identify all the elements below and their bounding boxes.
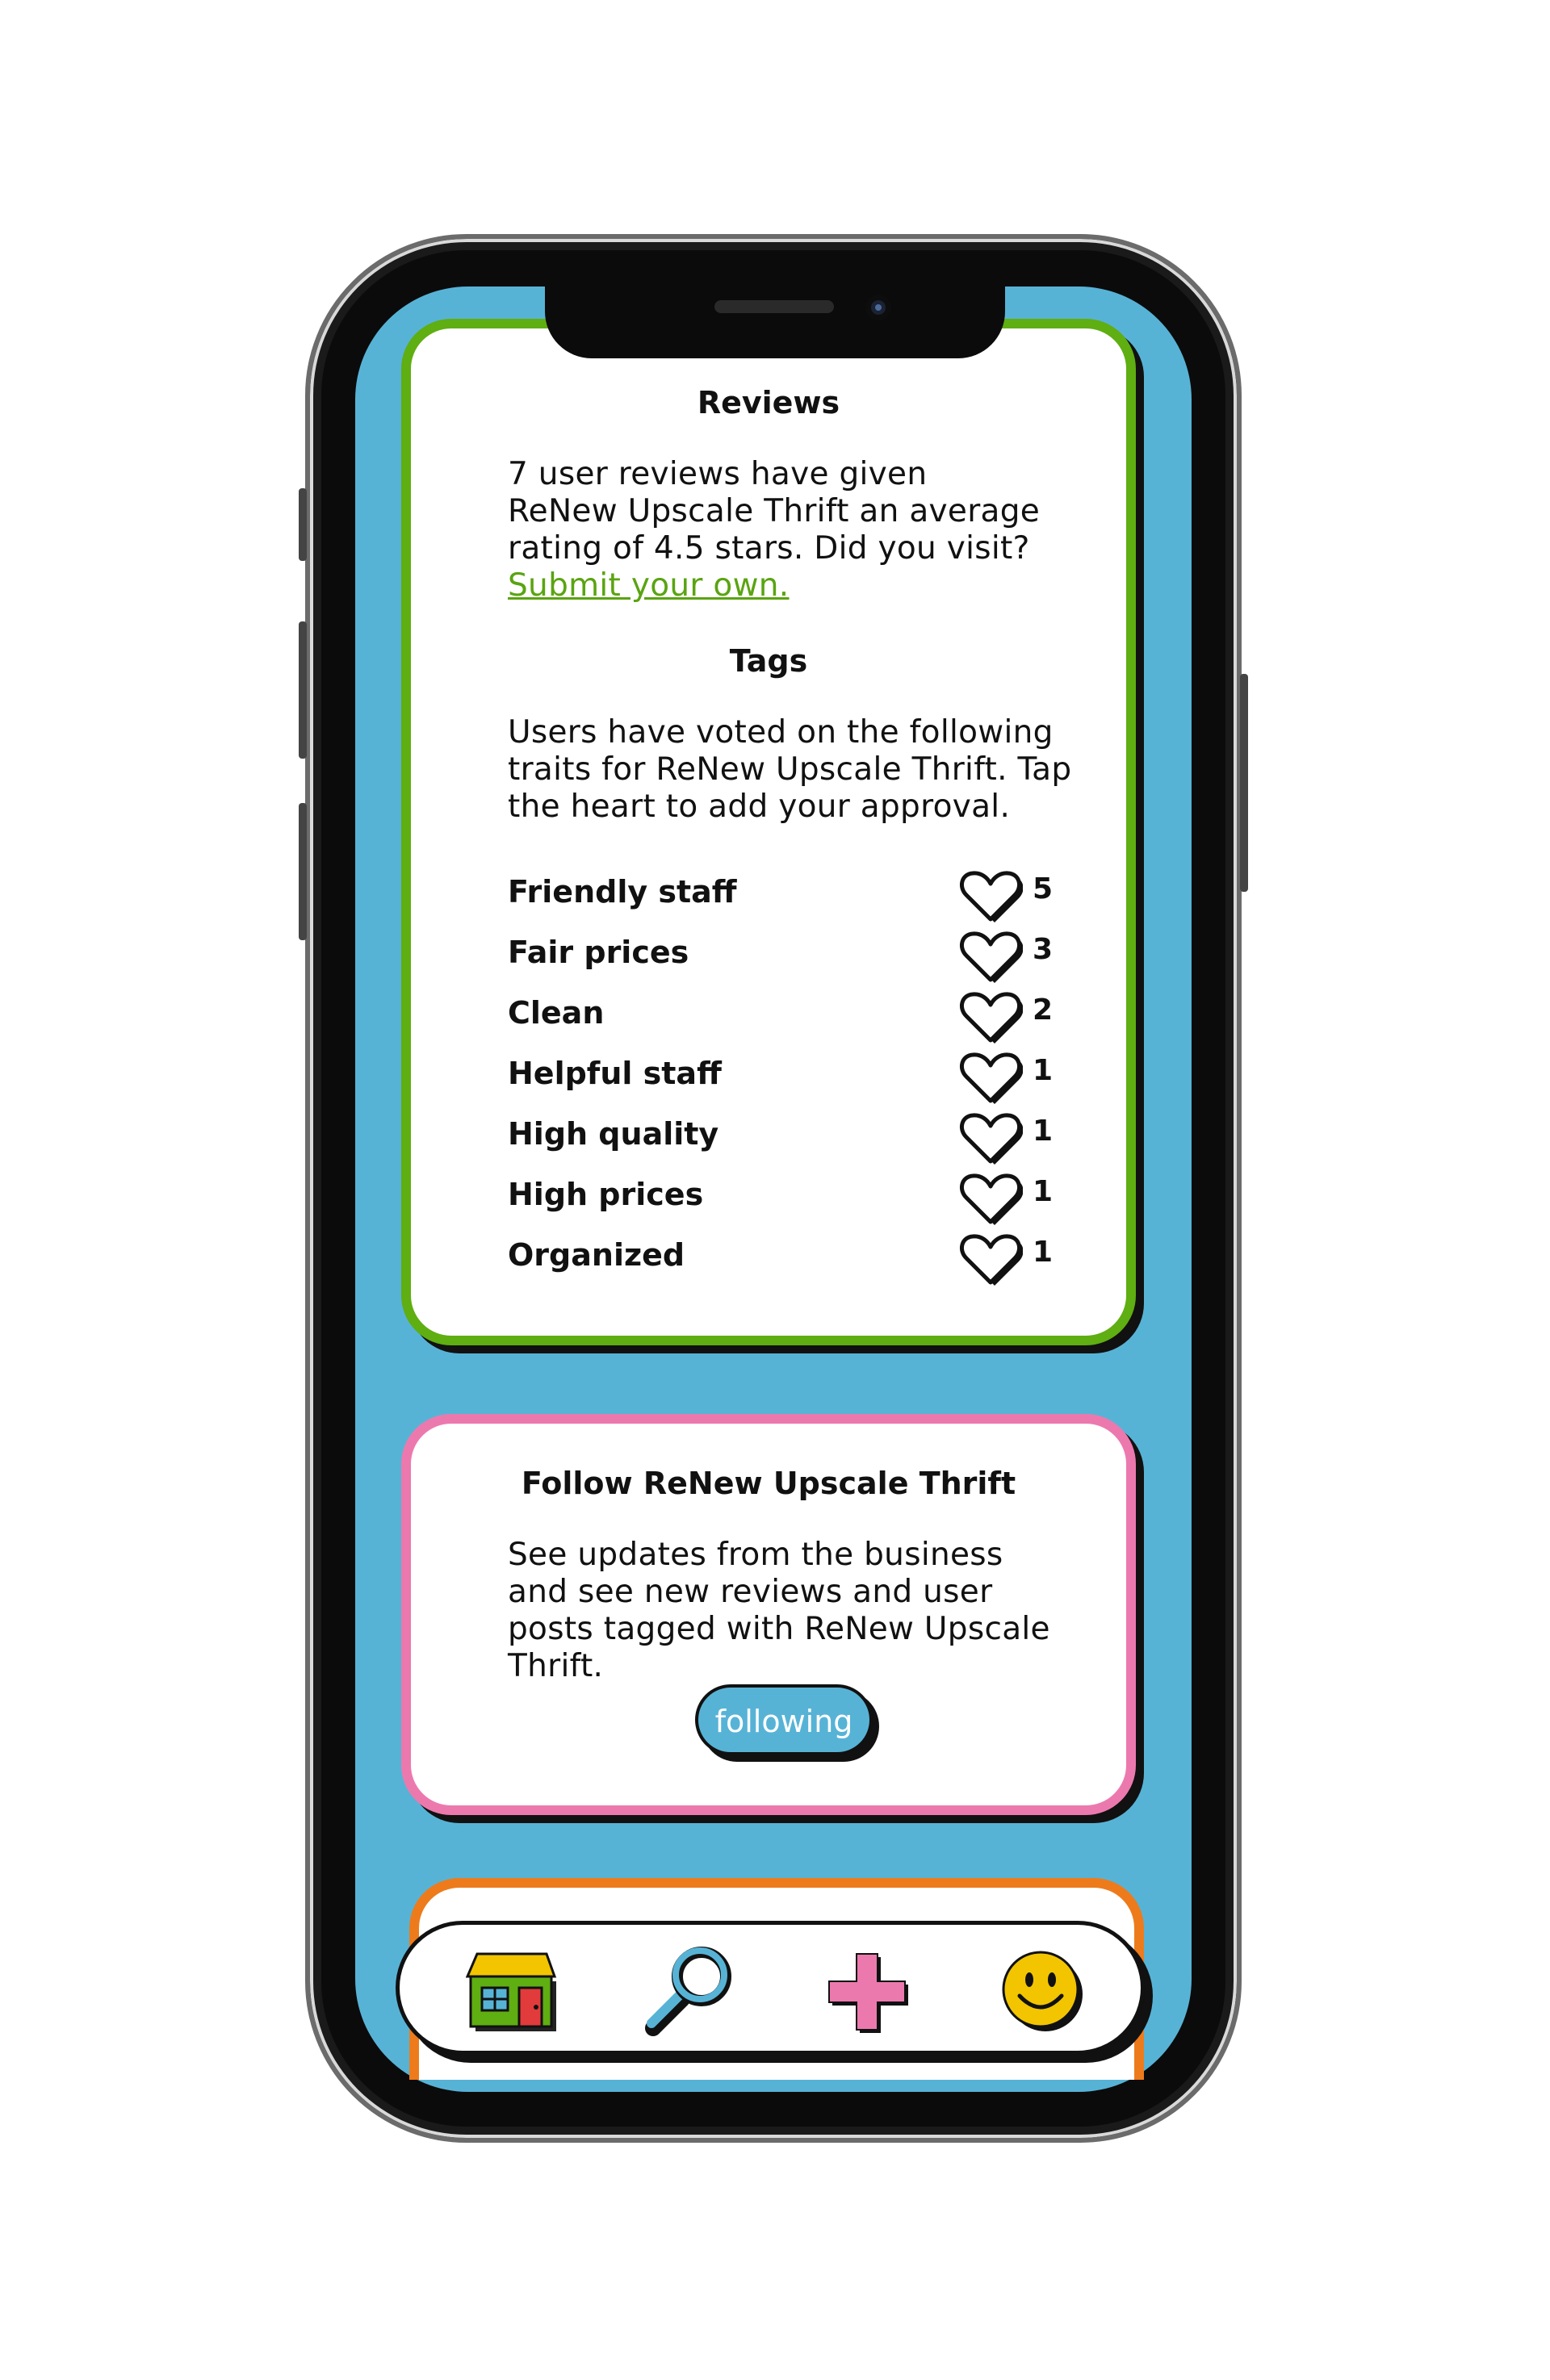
power-button xyxy=(1240,674,1248,892)
bottom-nav xyxy=(396,1921,1145,2055)
nav-search[interactable] xyxy=(642,1943,739,2039)
heart-icon[interactable] xyxy=(958,930,1023,983)
heart-icon[interactable] xyxy=(958,990,1023,1044)
nav-add[interactable] xyxy=(818,1943,915,2039)
mute-switch xyxy=(299,488,307,561)
tags-description: Users have voted on the following traits for ReNew Upscale Thrift. Tap the heart to add your approval. xyxy=(508,714,1072,825)
tag-row xyxy=(508,1051,1073,1111)
tag-row xyxy=(508,930,1073,990)
tag-vote-count: 3 xyxy=(1033,933,1054,966)
tag-vote-count: 1 xyxy=(1033,1115,1054,1148)
tag-name: High quality xyxy=(508,1116,719,1152)
tag-row xyxy=(508,1111,1073,1172)
tags-title: Tags xyxy=(729,643,808,679)
heart-icon[interactable] xyxy=(958,1051,1023,1104)
nav-profile[interactable] xyxy=(994,1943,1091,2039)
follow-description: See updates from the business and see new reviews and user posts tagged with ReNew Upscale Thrift. xyxy=(508,1537,1050,1684)
tag-row xyxy=(508,990,1073,1051)
heart-icon[interactable] xyxy=(958,1111,1023,1165)
tag-name: Organized xyxy=(508,1237,685,1273)
heart-icon[interactable] xyxy=(958,1232,1023,1286)
tag-name: Fair prices xyxy=(508,935,689,970)
reviews-card xyxy=(401,319,1136,1345)
volume-down-button xyxy=(299,803,307,940)
tag-vote-count: 1 xyxy=(1033,1236,1054,1269)
tag-vote-count: 2 xyxy=(1033,993,1054,1027)
following-button[interactable]: following xyxy=(695,1684,873,1755)
tag-name: High prices xyxy=(508,1177,704,1212)
reviews-title: Reviews xyxy=(697,385,840,420)
reviews-summary xyxy=(508,456,1041,604)
tag-vote-count: 1 xyxy=(1033,1054,1054,1087)
tag-name: Helpful staff xyxy=(508,1056,722,1091)
search-icon xyxy=(642,1943,739,2039)
volume-up-button xyxy=(299,621,307,759)
tag-vote-count: 1 xyxy=(1033,1175,1054,1208)
heart-icon[interactable] xyxy=(958,1172,1023,1225)
tag-row xyxy=(508,1232,1073,1293)
tag-list xyxy=(508,869,1073,1293)
tag-vote-count: 5 xyxy=(1033,872,1054,906)
tag-row xyxy=(508,869,1073,930)
front-camera xyxy=(866,295,890,320)
reviews-summary-text: 7 user reviews have given ReNew Upscale Thrift an average rating of 4.5 stars. Did you visit? xyxy=(508,456,1041,567)
tag-name: Friendly staff xyxy=(508,874,737,910)
tag-name: Clean xyxy=(508,995,605,1031)
follow-title: Follow ReNew Upscale Thrift xyxy=(521,1466,1016,1501)
speaker-grille xyxy=(714,300,834,313)
tag-row xyxy=(508,1172,1073,1232)
add-icon xyxy=(818,1943,915,2039)
submit-review-link[interactable]: Submit your own. xyxy=(508,567,790,604)
heart-icon[interactable] xyxy=(958,869,1023,922)
notch xyxy=(545,284,1005,358)
nav-home[interactable] xyxy=(466,1943,563,2039)
profile-smiley-icon xyxy=(994,1943,1091,2039)
home-icon xyxy=(466,1943,563,2039)
follow-card xyxy=(401,1414,1136,1815)
